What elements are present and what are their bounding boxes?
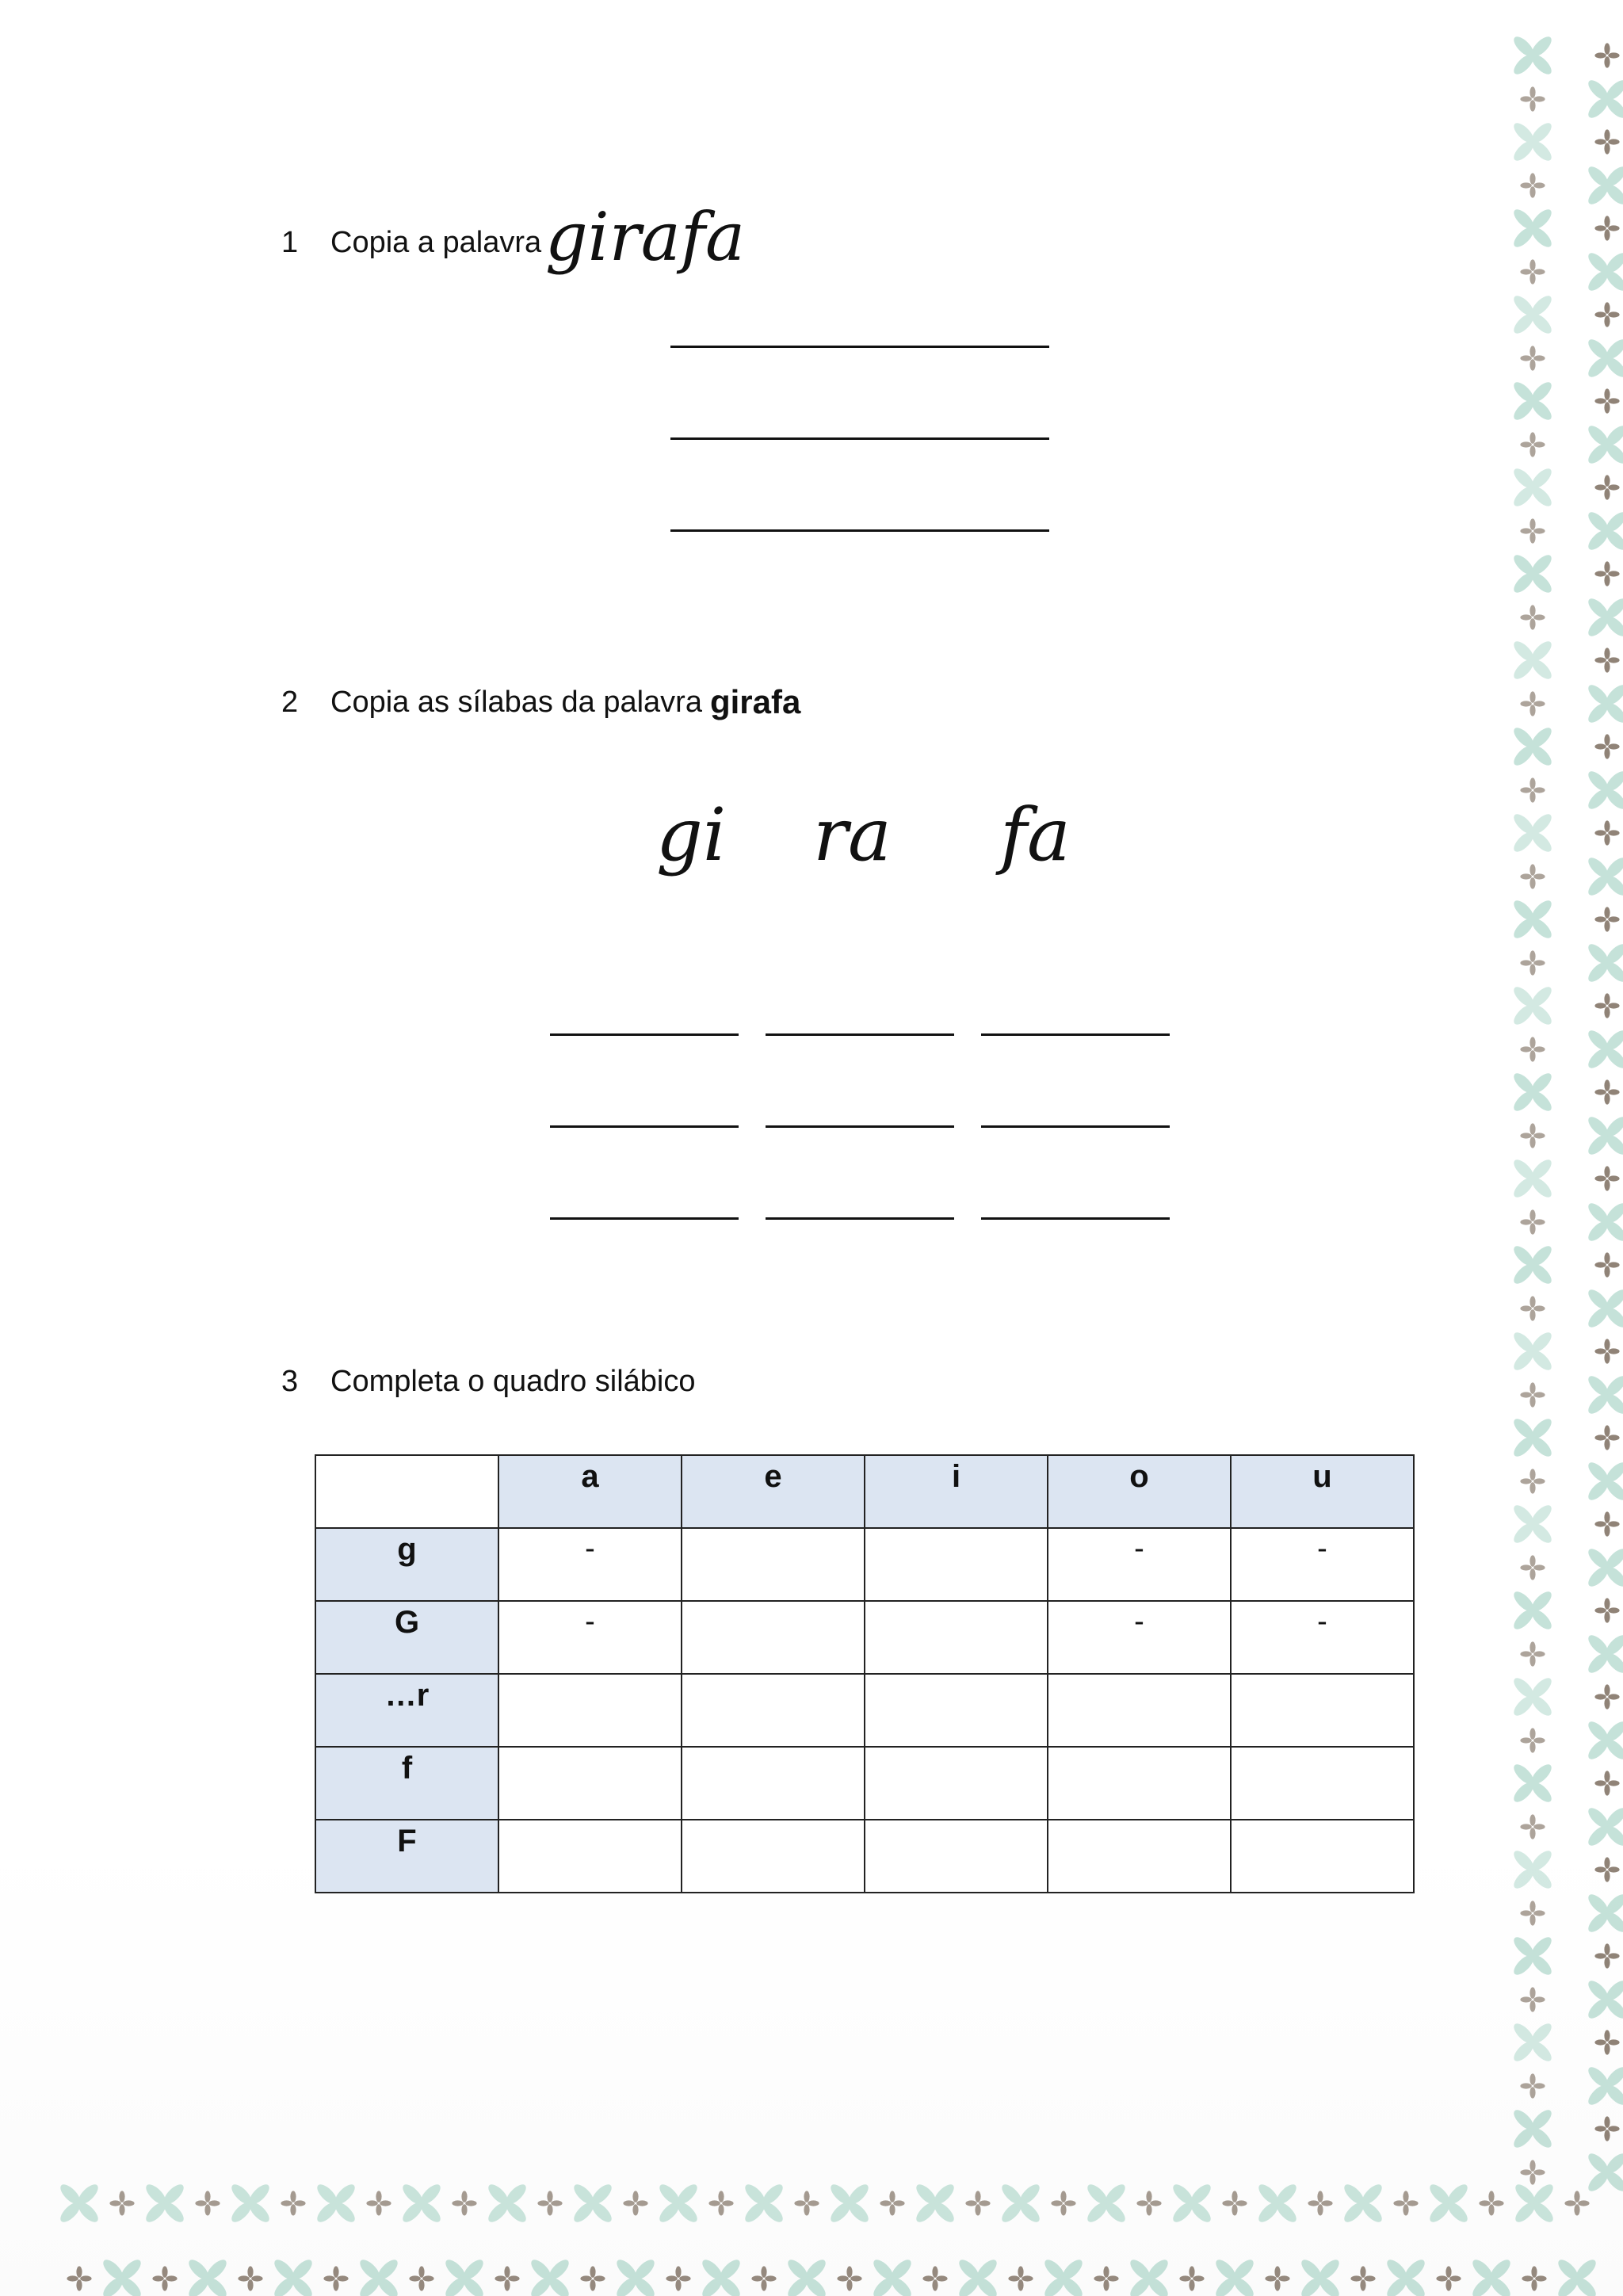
leaf-cross-icon bbox=[1585, 941, 1623, 984]
flower-icon bbox=[623, 2191, 647, 2215]
flower-icon bbox=[1594, 907, 1619, 931]
flower-icon bbox=[1520, 432, 1545, 457]
flower-icon bbox=[109, 2191, 134, 2215]
leaf-cross-icon bbox=[1585, 336, 1623, 380]
leaf-cross-icon bbox=[1426, 2181, 1470, 2225]
question-2 bbox=[281, 683, 800, 721]
flower-icon bbox=[1520, 2073, 1545, 2098]
leaf-cross-icon bbox=[1510, 2107, 1554, 2150]
syllable-fa: fa bbox=[1000, 793, 1071, 877]
flower-icon bbox=[1594, 1943, 1619, 1968]
table-cell[interactable] bbox=[865, 1747, 1048, 1820]
leaf-cross-icon bbox=[1510, 1070, 1554, 1114]
table-header-row bbox=[315, 1455, 1414, 1528]
table-cell: - bbox=[1048, 1601, 1231, 1674]
table-cell[interactable] bbox=[498, 1747, 682, 1820]
flower-icon bbox=[1594, 388, 1619, 413]
syllable-writing-line[interactable] bbox=[550, 1217, 739, 1220]
syllable-writing-line[interactable] bbox=[766, 1125, 954, 1128]
leaf-cross-icon bbox=[1510, 1588, 1554, 1632]
flower-icon bbox=[1594, 1166, 1619, 1190]
leaf-cross-icon bbox=[1585, 1114, 1623, 1157]
flower-icon bbox=[1520, 691, 1545, 716]
flower-icon bbox=[580, 2266, 605, 2290]
flower-icon bbox=[1520, 1728, 1545, 1752]
table-cell[interactable] bbox=[682, 1820, 865, 1893]
row-header-r: …r bbox=[315, 1674, 498, 1747]
leaf-cross-icon bbox=[185, 2256, 229, 2296]
leaf-cross-icon bbox=[699, 2256, 743, 2296]
leaf-cross-icon bbox=[228, 2181, 272, 2225]
leaf-cross-icon bbox=[1585, 1200, 1623, 1244]
flower-icon bbox=[1136, 2191, 1161, 2215]
leaf-cross-icon bbox=[1585, 1977, 1623, 2021]
flower-icon bbox=[1520, 605, 1545, 629]
flower-icon bbox=[67, 2266, 91, 2290]
question-2-number: 2 bbox=[281, 685, 299, 719]
flower-icon bbox=[794, 2191, 819, 2215]
flower-icon bbox=[1520, 1641, 1545, 1666]
leaf-cross-icon bbox=[1510, 120, 1554, 163]
leaf-cross-icon bbox=[1512, 2181, 1556, 2225]
leaf-cross-icon bbox=[271, 2256, 315, 2296]
question-3-number: 3 bbox=[281, 1365, 299, 1398]
flower-icon bbox=[1594, 1252, 1619, 1277]
decorative-border-right bbox=[1498, 0, 1623, 2296]
syllable-writing-line[interactable] bbox=[550, 1125, 739, 1128]
leaf-cross-icon bbox=[1510, 33, 1554, 77]
flower-icon bbox=[152, 2266, 177, 2290]
table-cell[interactable] bbox=[1231, 1747, 1414, 1820]
flower-icon bbox=[1520, 1555, 1545, 1580]
flower-icon bbox=[323, 2266, 348, 2290]
question-2-word: girafa bbox=[709, 683, 801, 720]
leaf-cross-icon bbox=[1585, 163, 1623, 207]
leaf-cross-icon bbox=[1510, 552, 1554, 595]
question-2-text: Copia as sílabas da palavra bbox=[330, 685, 702, 719]
flower-icon bbox=[1308, 2191, 1332, 2215]
leaf-cross-icon bbox=[613, 2256, 657, 2296]
flower-icon bbox=[1520, 518, 1545, 543]
table-row bbox=[315, 1747, 1414, 1820]
leaf-cross-icon bbox=[956, 2256, 999, 2296]
writing-line[interactable] bbox=[670, 346, 1049, 348]
flower-icon bbox=[1520, 1987, 1545, 2011]
flower-icon bbox=[1520, 1037, 1545, 1061]
table-cell[interactable] bbox=[1231, 1674, 1414, 1747]
flower-icon bbox=[1520, 1209, 1545, 1234]
syllable-writing-line[interactable] bbox=[981, 1125, 1170, 1128]
question-3-text: Completa o quadro silábico bbox=[330, 1365, 696, 1398]
flower-icon bbox=[1594, 820, 1619, 845]
flower-icon bbox=[1594, 475, 1619, 499]
leaf-cross-icon bbox=[1510, 1847, 1554, 1891]
flower-icon bbox=[1522, 2266, 1546, 2290]
leaf-cross-icon bbox=[1041, 2256, 1085, 2296]
flower-icon bbox=[1594, 43, 1619, 67]
table-cell[interactable] bbox=[682, 1528, 865, 1601]
flower-icon bbox=[1008, 2266, 1033, 2290]
flower-icon bbox=[1479, 2191, 1503, 2215]
leaf-cross-icon bbox=[1510, 1243, 1554, 1286]
leaf-cross-icon bbox=[1384, 2256, 1427, 2296]
flower-icon bbox=[195, 2191, 220, 2215]
flower-icon bbox=[708, 2191, 733, 2215]
flower-icon bbox=[281, 2191, 305, 2215]
flower-icon bbox=[1520, 1123, 1545, 1148]
row-header-f: f bbox=[315, 1747, 498, 1820]
question-1-cursive-word: girafa bbox=[545, 198, 746, 276]
leaf-cross-icon bbox=[1585, 768, 1623, 812]
leaf-cross-icon bbox=[1585, 1459, 1623, 1503]
leaf-cross-icon bbox=[1341, 2181, 1384, 2225]
question-1-text: Copia a palavra bbox=[330, 226, 542, 259]
leaf-cross-icon bbox=[1585, 509, 1623, 552]
table-cell[interactable] bbox=[865, 1674, 1048, 1747]
table-cell[interactable] bbox=[498, 1820, 682, 1893]
table-row bbox=[315, 1820, 1414, 1893]
leaf-cross-icon bbox=[1510, 638, 1554, 682]
leaf-cross-icon bbox=[357, 2256, 400, 2296]
row-header-g: g bbox=[315, 1528, 498, 1601]
leaf-cross-icon bbox=[1170, 2181, 1213, 2225]
leaf-cross-icon bbox=[1510, 897, 1554, 941]
leaf-cross-icon bbox=[1585, 595, 1623, 639]
leaf-cross-icon bbox=[1510, 1761, 1554, 1805]
leaf-cross-icon bbox=[57, 2181, 101, 2225]
flower-icon bbox=[1520, 173, 1545, 197]
table-cell[interactable] bbox=[865, 1601, 1048, 1674]
syllable-gi: gi bbox=[656, 793, 727, 877]
table-cell[interactable] bbox=[682, 1747, 865, 1820]
column-header-a: a bbox=[498, 1455, 682, 1528]
leaf-cross-icon bbox=[485, 2181, 529, 2225]
leaf-cross-icon bbox=[1510, 379, 1554, 422]
leaf-cross-icon bbox=[1510, 1675, 1554, 1718]
column-header-i: i bbox=[865, 1455, 1048, 1528]
flower-icon bbox=[1520, 346, 1545, 370]
table-corner-cell bbox=[315, 1455, 498, 1528]
question-1-number: 1 bbox=[281, 226, 299, 259]
question-1 bbox=[281, 226, 541, 260]
leaf-cross-icon bbox=[1510, 2020, 1554, 2064]
leaf-cross-icon bbox=[528, 2256, 571, 2296]
leaf-cross-icon bbox=[1510, 1502, 1554, 1545]
leaf-cross-icon bbox=[1585, 1027, 1623, 1071]
flower-icon bbox=[537, 2191, 562, 2215]
leaf-cross-icon bbox=[314, 2181, 357, 2225]
table-row bbox=[315, 1674, 1414, 1747]
flower-icon bbox=[1265, 2266, 1289, 2290]
question-3 bbox=[281, 1365, 696, 1399]
flower-icon bbox=[666, 2266, 690, 2290]
flower-icon bbox=[1594, 648, 1619, 672]
table-cell[interactable] bbox=[1048, 1747, 1231, 1820]
flower-icon bbox=[1594, 1511, 1619, 1536]
flower-icon bbox=[1594, 1598, 1619, 1622]
flower-icon bbox=[1520, 1296, 1545, 1320]
flower-icon bbox=[1594, 2030, 1619, 2054]
table-cell[interactable] bbox=[1048, 1674, 1231, 1747]
table-cell: - bbox=[498, 1528, 682, 1601]
flower-icon bbox=[1222, 2191, 1247, 2215]
table-row bbox=[315, 1528, 1414, 1601]
flower-icon bbox=[366, 2191, 391, 2215]
flower-icon bbox=[1594, 129, 1619, 154]
flower-icon bbox=[1594, 2116, 1619, 2141]
table-cell[interactable] bbox=[682, 1674, 865, 1747]
flower-icon bbox=[1594, 1684, 1619, 1709]
row-header-F: F bbox=[315, 1820, 498, 1893]
table-row bbox=[315, 1601, 1414, 1674]
flower-icon bbox=[409, 2266, 433, 2290]
flower-icon bbox=[238, 2266, 262, 2290]
leaf-cross-icon bbox=[1212, 2256, 1256, 2296]
leaf-cross-icon bbox=[827, 2181, 871, 2225]
flower-icon bbox=[1520, 1814, 1545, 1839]
leaf-cross-icon bbox=[1585, 2064, 1623, 2107]
flower-icon bbox=[1594, 1425, 1619, 1450]
flower-icon bbox=[1594, 734, 1619, 758]
leaf-cross-icon bbox=[1510, 206, 1554, 250]
leaf-cross-icon bbox=[1585, 1373, 1623, 1416]
leaf-cross-icon bbox=[656, 2181, 700, 2225]
flower-icon bbox=[1051, 2191, 1075, 2215]
writing-line[interactable] bbox=[670, 437, 1049, 440]
writing-line[interactable] bbox=[670, 529, 1049, 532]
leaf-cross-icon bbox=[870, 2256, 914, 2296]
syllable-writing-line[interactable] bbox=[981, 1217, 1170, 1220]
flower-icon bbox=[1520, 777, 1545, 802]
leaf-cross-icon bbox=[1510, 1329, 1554, 1373]
leaf-cross-icon bbox=[1510, 1156, 1554, 1200]
leaf-cross-icon bbox=[1127, 2256, 1170, 2296]
leaf-cross-icon bbox=[442, 2256, 486, 2296]
leaf-cross-icon bbox=[1585, 422, 1623, 466]
column-header-u: u bbox=[1231, 1455, 1414, 1528]
syllable-table bbox=[315, 1454, 1415, 1893]
flower-icon bbox=[922, 2266, 947, 2290]
flower-icon bbox=[1520, 1901, 1545, 1925]
leaf-cross-icon bbox=[1585, 1805, 1623, 1848]
flower-icon bbox=[1520, 1382, 1545, 1407]
flower-icon bbox=[1594, 1857, 1619, 1881]
flower-icon bbox=[1594, 1339, 1619, 1363]
leaf-cross-icon bbox=[399, 2181, 443, 2225]
flower-icon bbox=[1520, 950, 1545, 975]
table-cell: - bbox=[1048, 1528, 1231, 1601]
table-cell: - bbox=[1231, 1601, 1414, 1674]
flower-icon bbox=[1094, 2266, 1118, 2290]
leaf-cross-icon bbox=[1585, 1718, 1623, 1762]
leaf-cross-icon bbox=[1585, 854, 1623, 898]
leaf-cross-icon bbox=[1585, 1632, 1623, 1675]
flower-icon bbox=[1520, 86, 1545, 111]
leaf-cross-icon bbox=[1084, 2181, 1128, 2225]
table-cell[interactable] bbox=[1048, 1820, 1231, 1893]
syllable-writing-line[interactable] bbox=[981, 1033, 1170, 1036]
leaf-cross-icon bbox=[1555, 2256, 1598, 2296]
flower-icon bbox=[880, 2191, 904, 2215]
column-header-o: o bbox=[1048, 1455, 1231, 1528]
leaf-cross-icon bbox=[1585, 250, 1623, 293]
leaf-cross-icon bbox=[1585, 77, 1623, 120]
decorative-border-bottom bbox=[0, 2172, 1623, 2296]
leaf-cross-icon bbox=[100, 2256, 143, 2296]
leaf-cross-icon bbox=[143, 2181, 186, 2225]
leaf-cross-icon bbox=[1255, 2181, 1299, 2225]
leaf-cross-icon bbox=[785, 2256, 828, 2296]
flower-icon bbox=[1594, 302, 1619, 327]
leaf-cross-icon bbox=[1510, 984, 1554, 1027]
leaf-cross-icon bbox=[999, 2181, 1042, 2225]
column-header-e: e bbox=[682, 1455, 865, 1528]
flower-icon bbox=[495, 2266, 519, 2290]
flower-icon bbox=[1594, 1771, 1619, 1795]
leaf-cross-icon bbox=[742, 2181, 785, 2225]
leaf-cross-icon bbox=[1298, 2256, 1342, 2296]
flower-icon bbox=[1436, 2266, 1461, 2290]
table-cell[interactable] bbox=[865, 1820, 1048, 1893]
leaf-cross-icon bbox=[1585, 1545, 1623, 1589]
flower-icon bbox=[1594, 561, 1619, 586]
table-cell: - bbox=[1231, 1528, 1414, 1601]
leaf-cross-icon bbox=[1510, 1415, 1554, 1459]
flower-icon bbox=[1520, 259, 1545, 284]
flower-icon bbox=[1594, 1079, 1619, 1104]
leaf-cross-icon bbox=[1585, 1891, 1623, 1935]
leaf-cross-icon bbox=[1469, 2256, 1513, 2296]
leaf-cross-icon bbox=[571, 2181, 614, 2225]
table-cell: - bbox=[498, 1601, 682, 1674]
syllable-writing-line[interactable] bbox=[766, 1033, 954, 1036]
leaf-cross-icon bbox=[1510, 724, 1554, 768]
flower-icon bbox=[1520, 864, 1545, 888]
flower-icon bbox=[1564, 2191, 1589, 2215]
flower-icon bbox=[1594, 993, 1619, 1018]
flower-icon bbox=[965, 2191, 990, 2215]
flower-icon bbox=[452, 2191, 476, 2215]
flower-icon bbox=[1393, 2191, 1418, 2215]
leaf-cross-icon bbox=[1510, 1934, 1554, 1977]
leaf-cross-icon bbox=[913, 2181, 957, 2225]
flower-icon bbox=[1179, 2266, 1204, 2290]
flower-icon bbox=[751, 2266, 776, 2290]
leaf-cross-icon bbox=[1510, 465, 1554, 509]
flower-icon bbox=[1350, 2266, 1375, 2290]
leaf-cross-icon bbox=[1585, 682, 1623, 725]
table-cell[interactable] bbox=[498, 1674, 682, 1747]
syllable-ra: ra bbox=[813, 793, 892, 877]
syllable-writing-line[interactable] bbox=[766, 1217, 954, 1220]
flower-icon bbox=[1594, 216, 1619, 240]
row-header-G: G bbox=[315, 1601, 498, 1674]
table-cell[interactable] bbox=[1231, 1820, 1414, 1893]
flower-icon bbox=[837, 2266, 861, 2290]
leaf-cross-icon bbox=[1510, 292, 1554, 336]
leaf-cross-icon bbox=[1510, 811, 1554, 854]
leaf-cross-icon bbox=[1585, 1286, 1623, 1330]
table-cell[interactable] bbox=[865, 1528, 1048, 1601]
table-cell[interactable] bbox=[682, 1601, 865, 1674]
syllable-writing-line[interactable] bbox=[550, 1033, 739, 1036]
flower-icon bbox=[1520, 1469, 1545, 1493]
